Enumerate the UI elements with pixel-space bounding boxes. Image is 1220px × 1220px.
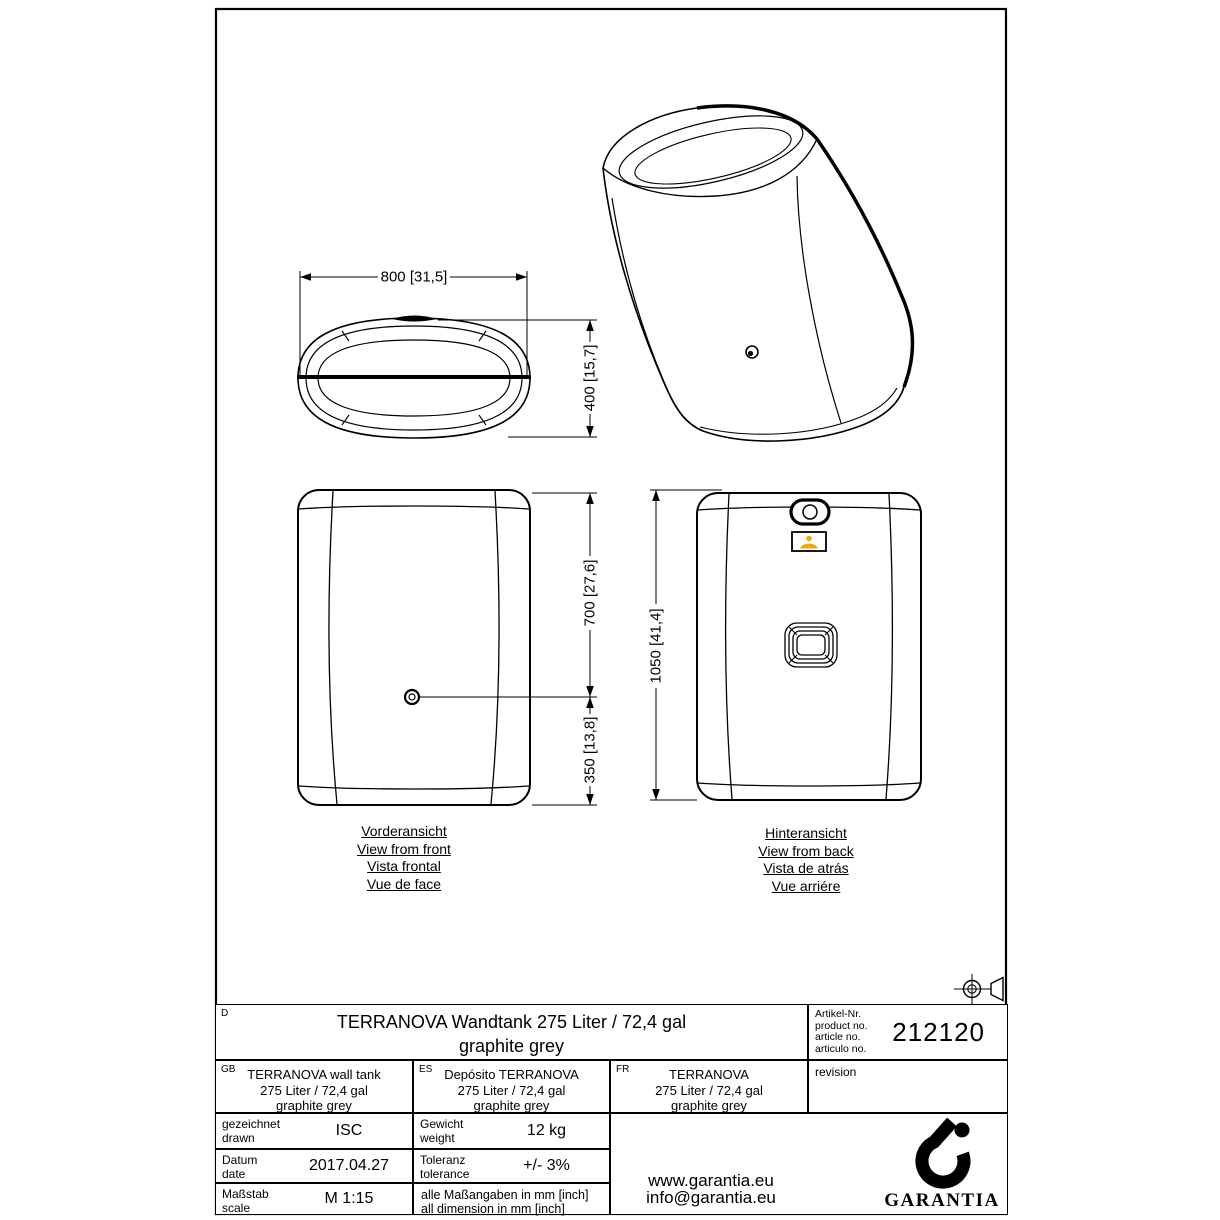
dim-front-upper: 700 [27,6]	[581, 559, 599, 627]
note-line: alle Maßangaben in mm [inch]	[421, 1188, 589, 1202]
es-description-cell	[413, 1060, 610, 1113]
revision-cell	[808, 1060, 1008, 1113]
field-label: Datum	[222, 1153, 258, 1167]
field-label: drawn	[222, 1130, 255, 1145]
overflow-opening	[791, 500, 829, 524]
gb-description-cell	[215, 1060, 413, 1113]
desc-line: 275 Liter / 72,4 gal	[457, 1082, 566, 1098]
desc-line: TERRANOVA	[669, 1067, 749, 1082]
dim-front-lower: 350 [13,8]	[581, 716, 599, 784]
article-labels	[815, 1009, 868, 1055]
es-description	[414, 1067, 609, 1114]
article-label-gb: article no.	[815, 1031, 861, 1043]
desc-line: graphite grey	[473, 1098, 550, 1113]
back-view	[697, 493, 921, 800]
dim-back-height: 1050 [41,4]	[647, 608, 665, 684]
iso-view	[603, 102, 913, 441]
scale-cell	[215, 1183, 413, 1215]
drawn-label	[222, 1118, 280, 1145]
dim-top-depth: 400 [15,7]	[581, 344, 599, 412]
caption-line: Vue de face	[366, 875, 442, 892]
website-url: www.garantia.eu	[648, 1171, 774, 1190]
desc-line: 275 Liter / 72,4 gal	[655, 1082, 763, 1098]
brand-name: GARANTIA	[884, 1190, 1000, 1211]
field-label: Gewicht	[420, 1117, 464, 1131]
contact-email: info@garantia.eu	[646, 1188, 776, 1207]
front-view-captions	[316, 823, 492, 893]
label-drop-icon	[806, 536, 812, 542]
contact-info	[611, 1172, 811, 1206]
caption-line: Vorderansicht	[361, 823, 447, 839]
garantia-logo-icon	[901, 1116, 981, 1190]
brand-label-sticker	[792, 532, 826, 551]
weight-value: 12 kg	[526, 1122, 567, 1139]
caption-line: Hinteransicht	[765, 825, 847, 841]
dim-top-width: 800 [31,5]	[380, 268, 448, 286]
fr-description-cell	[610, 1060, 808, 1113]
field-label: date	[222, 1166, 246, 1181]
field-label: gezeichnet	[222, 1117, 281, 1131]
field-label: Maßstab	[222, 1187, 269, 1201]
tolerance-cell	[413, 1149, 610, 1183]
date-label	[222, 1154, 257, 1181]
desc-line: Depósito TERRANOVA	[444, 1067, 579, 1082]
date-cell	[215, 1149, 413, 1183]
title-line2: graphite grey	[458, 1036, 565, 1056]
field-label: tolerance	[420, 1166, 470, 1181]
tolerance-label	[420, 1154, 469, 1181]
gb-description	[216, 1067, 412, 1114]
desc-line: graphite grey	[671, 1098, 747, 1113]
first-angle-projection-icon	[954, 974, 1003, 1004]
lang-code: FR	[616, 1064, 630, 1075]
dimension-texts	[381, 269, 665, 784]
note-line: all dimension in mm [inch]	[421, 1202, 565, 1216]
tolerance-value: +/- 3%	[523, 1157, 570, 1174]
scale-value: M 1:15	[324, 1190, 374, 1207]
article-label-de: Artikel-Nr.	[815, 1008, 862, 1020]
units-note	[421, 1188, 588, 1216]
date-value: 2017.04.27	[308, 1157, 390, 1174]
field-label: weight	[420, 1130, 455, 1145]
scale-label	[222, 1188, 269, 1215]
weight-label	[420, 1118, 463, 1145]
lid-edge-mark	[392, 316, 437, 322]
lang-code: ES	[419, 1064, 433, 1075]
caption-line: View from back	[758, 842, 854, 859]
desc-line: graphite grey	[276, 1098, 352, 1113]
brand-cell	[610, 1113, 1008, 1215]
caption-line: Vue arriére	[771, 877, 841, 894]
caption-line: Vista frontal	[367, 858, 441, 874]
lang-code: D	[221, 1008, 229, 1019]
field-label: scale	[222, 1200, 251, 1215]
front-view	[298, 490, 530, 805]
article-label-en: product no.	[815, 1019, 868, 1032]
drawing-title	[216, 1010, 807, 1058]
field-label: Toleranz	[420, 1153, 466, 1167]
drawn-value: ISC	[335, 1122, 363, 1139]
title-line1: TERRANOVA Wandtank 275 Liter / 72,4 gal	[336, 1012, 687, 1032]
handle-recess	[785, 623, 837, 667]
lang-code: GB	[221, 1064, 236, 1075]
article-number: 212120	[892, 1017, 985, 1047]
units-note-cell	[413, 1183, 610, 1215]
caption-line: Vista de atrás	[763, 860, 849, 876]
top-view	[297, 316, 531, 439]
title-cell	[215, 1004, 808, 1060]
revision-label: revision	[815, 1065, 857, 1079]
article-label-es: articulo no.	[815, 1042, 867, 1055]
back-view-captions	[718, 825, 894, 895]
article-number-cell	[808, 1004, 1008, 1060]
drawn-cell	[215, 1113, 413, 1149]
desc-line: TERRANOVA wall tank	[247, 1067, 381, 1082]
caption-line: View from front	[357, 840, 451, 857]
tap-hole-front	[405, 690, 419, 704]
weight-cell	[413, 1113, 610, 1149]
fr-description	[611, 1067, 807, 1114]
desc-line: 275 Liter / 72,4 gal	[260, 1082, 368, 1098]
